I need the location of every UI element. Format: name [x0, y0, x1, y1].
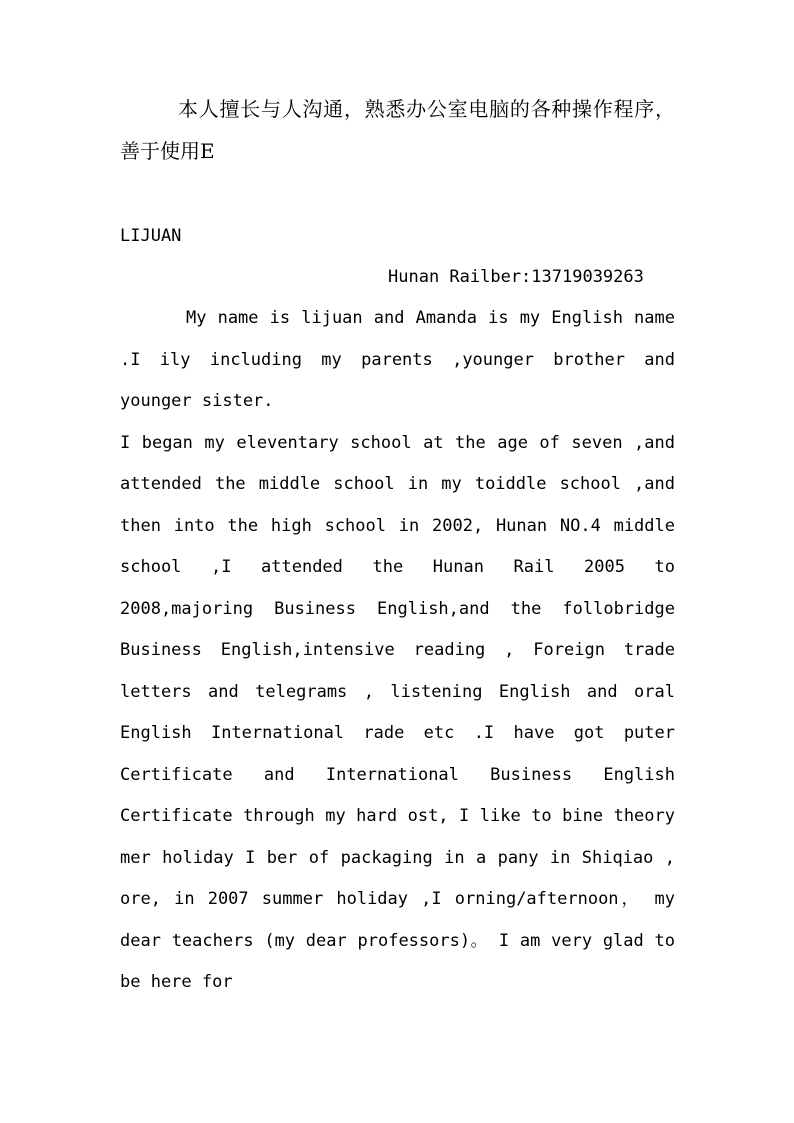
- contact-line: Hunan Railber:13719039263: [388, 267, 644, 287]
- author-name: LIJUAN: [120, 226, 182, 246]
- intro-paragraph: My name is lijuan and Amanda is my English name .I ily including my parents ,younger brother and younger sister.: [120, 308, 675, 411]
- chinese-intro-paragraph: 本人擅长与人沟通，熟悉办公室电脑的各种操作程序，善于使用E: [120, 97, 675, 163]
- education-paragraph: I began my eleventary school at the age of seven ,and attended the middle school in my toiddle school ,and then into the high school in 2002, Hunan NO.4 middle school ,I attended the Hunan Rail 2005 to 2008,majoring Business English,and the follobridge Business English,intensive reading , Foreign trade letters and telegrams , listening English and oral English International rade etc .I have got puter Certificate and International Business English Certificate through my hard ost, I like to bine theory mer holiday I ber of packaging in a pany in Shiqiao , ore, in 2007 summer holiday ,I orning/afternoon， my dear teachers (my dear professors)。 I am very glad to be here for: [120, 432, 675, 992]
- body-text: [120, 298, 675, 1004]
